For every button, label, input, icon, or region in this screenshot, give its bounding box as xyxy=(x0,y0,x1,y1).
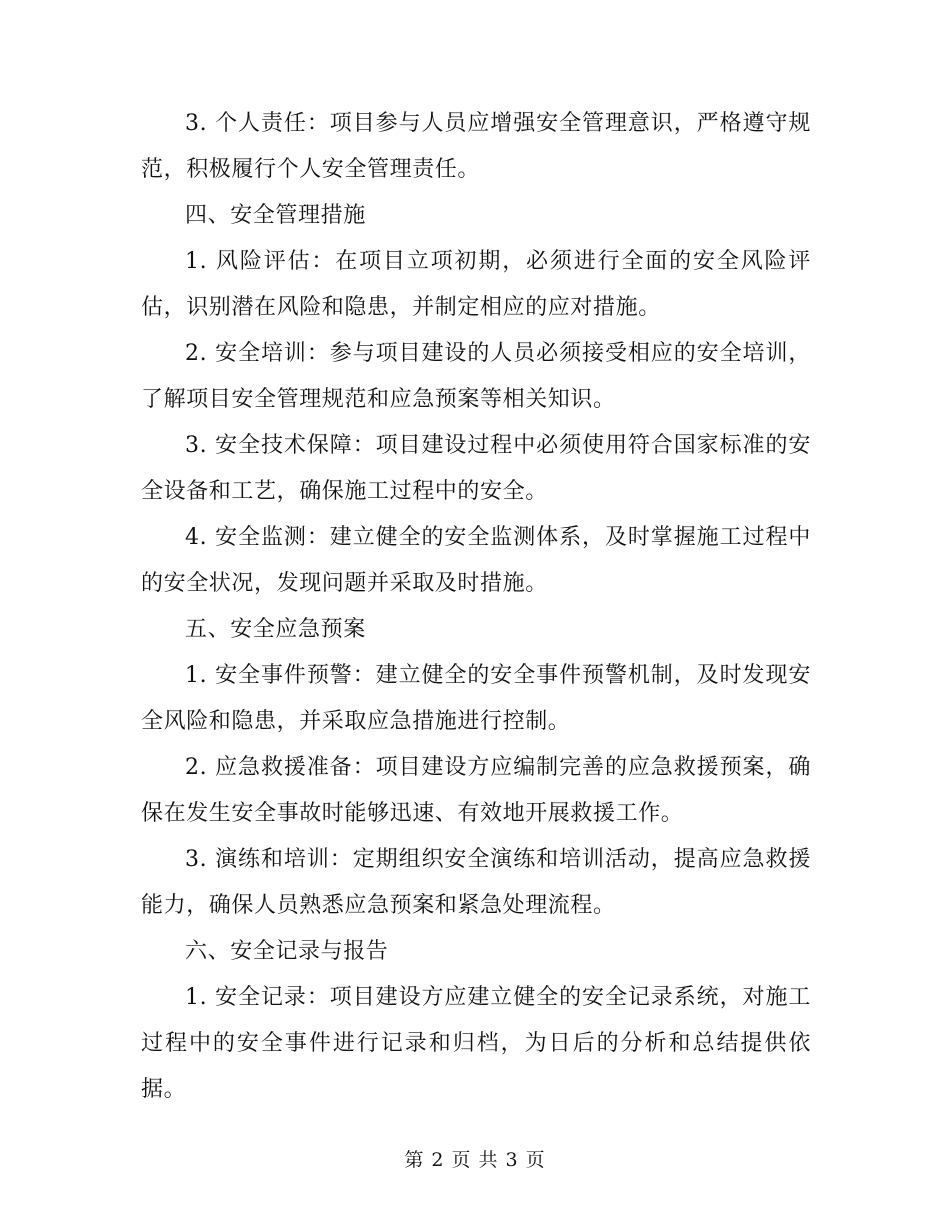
paragraph-personal-responsibility: 3. 个人责任：项目参与人员应增强安全管理意识，严格遵守规范，积极履行个人安全管理责任。 xyxy=(141,111,811,182)
document-body xyxy=(141,101,811,1113)
paragraph-event-warning: 1. 安全事件预警：建立健全的安全事件预警机制，及时发现安全风险和隐患，并采取应急措施进行控制。 xyxy=(141,663,811,734)
paragraph-drills-training: 3. 演练和培训：定期组织安全演练和培训活动，提高应急救援能力，确保人员熟悉应急预案和紧急处理流程。 xyxy=(141,847,811,918)
paragraph-technical-assurance: 3. 安全技术保障：项目建设过程中必须使用符合国家标准的安全设备和工艺，确保施工过程中的安全。 xyxy=(141,433,811,504)
section-heading-records-reports: 六、安全记录与报告 xyxy=(185,939,389,964)
paragraph-safety-training: 2. 安全培训：参与项目建设的人员必须接受相应的安全培训，了解项目安全管理规范和应急预案等相关知识。 xyxy=(141,341,811,412)
paragraph-safety-monitoring: 4. 安全监测：建立健全的安全监测体系，及时掌握施工过程中的安全状况，发现问题并采取及时措施。 xyxy=(141,525,811,596)
page-number-footer: 第 2 页 共 3 页 xyxy=(404,1149,546,1171)
section-heading-emergency-plan: 五、安全应急预案 xyxy=(185,617,366,642)
paragraph-risk-assessment: 1. 风险评估：在项目立项初期，必须进行全面的安全风险评估，识别潜在风险和隐患，并制定相应的应对措施。 xyxy=(141,249,811,320)
paragraph-rescue-preparation: 2. 应急救援准备：项目建设方应编制完善的应急救援预案，确保在发生安全事故时能够迅速、有效地开展救援工作。 xyxy=(141,755,811,826)
paragraph-safety-records: 1. 安全记录：项目建设方应建立健全的安全记录系统，对施工过程中的安全事件进行记录和归档，为日后的分析和总结提供依据。 xyxy=(141,985,811,1102)
section-heading-safety-measures: 四、安全管理措施 xyxy=(185,203,366,228)
